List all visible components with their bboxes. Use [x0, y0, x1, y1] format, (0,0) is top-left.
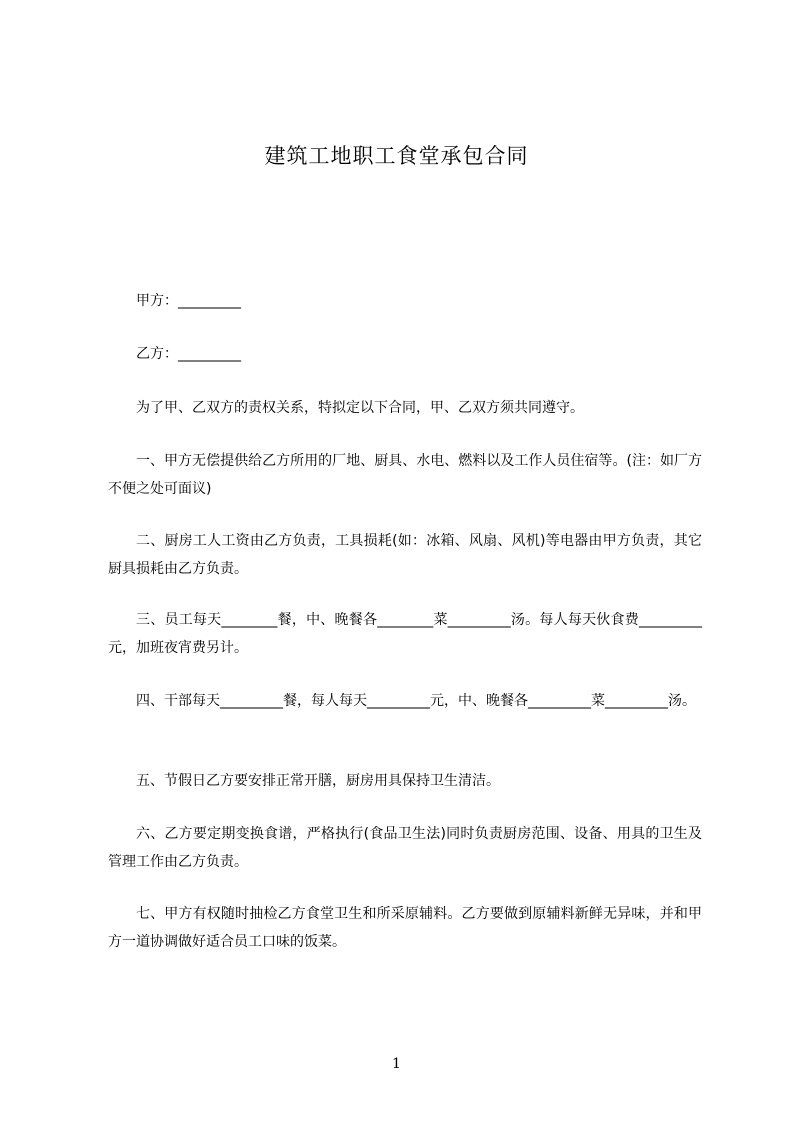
clause-3: 三、员工每天________餐，中、晚餐各________菜_________汤。每人每天伙食费_________元，加班夜宵费另计。: [108, 612, 702, 656]
clause-1: 一、甲方无偿提供给乙方所用的厂地、厨具、水电、燃料以及工作人员住宿等。(注：如厂方不便之处可面议): [108, 453, 702, 497]
party-a-line: 甲方：_________: [136, 293, 241, 309]
clause-6: 六、乙方要定期变换食谱，严格执行(食品卫生法)同时负责厨房范围、设备、用具的卫生及管理工作由乙方负责。: [108, 826, 702, 870]
intro-paragraph: 为了甲、乙双方的责权关系，特拟定以下合同，甲、乙双方须共同遵守。: [136, 400, 584, 416]
clause-2: 二、厨房工人工资由乙方负责，工具损耗(如：冰箱、风扇、风机)等电器由甲方负责，其它厨具损耗由乙方负责。: [108, 533, 702, 577]
party-b-line: 乙方：_________: [136, 346, 241, 362]
clause-7: 七、甲方有权随时抽检乙方食堂卫生和所采原辅料。乙方要做到原辅料新鲜无异味，并和甲方一道协调做好适合员工口味的饭菜。: [108, 906, 702, 950]
page-number: 1: [392, 1056, 401, 1072]
clause-4: 四、干部每天_________餐，每人每天_________元，中、晚餐各_________菜_________汤。: [136, 693, 696, 709]
document-title: 建筑工地职工食堂承包合同: [264, 144, 529, 168]
clause-5: 五、节假日乙方要安排正常开膳，厨房用具保持卫生清洁。: [136, 773, 500, 789]
